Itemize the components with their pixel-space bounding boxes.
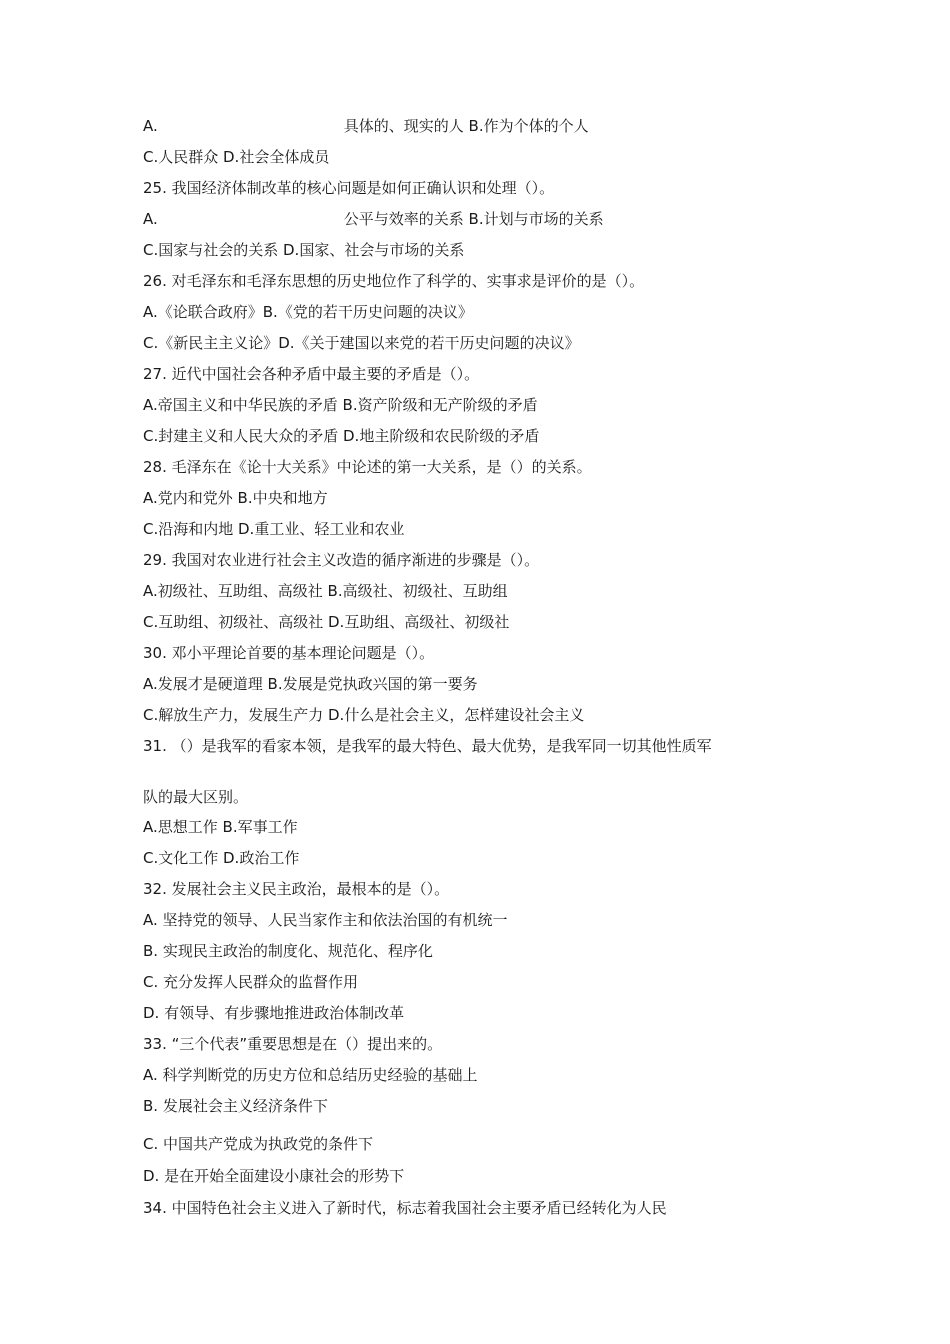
- option-line: A. 坚持党的领导、人民当家作主和依法治国的有机统一: [143, 911, 508, 929]
- question-line: 28. 毛泽东在《论十大关系》中论述的第一大关系，是（）的关系。: [143, 458, 592, 476]
- option-line: C.互助组、初级社、高级社 D.互助组、高级社、初级社: [143, 613, 510, 631]
- question-line: 32. 发展社会主义民主政治，最根本的是（）。: [143, 880, 450, 898]
- option-line: C.沿海和内地 D.重工业、轻工业和农业: [143, 520, 405, 538]
- option-text: 公平与效率的关系 B.计划与市场的关系: [343, 210, 604, 228]
- option-line: A.《论联合政府》B.《党的若干历史问题的决议》: [143, 303, 473, 321]
- option-line: C.解放生产力，发展生产力 D.什么是社会主义，怎样建设社会主义: [143, 706, 585, 724]
- option-line: C. 充分发挥人民群众的监督作用: [143, 973, 359, 991]
- option-line: A. 科学判断党的历史方位和总结历史经验的基础上: [143, 1066, 478, 1084]
- option-line: D. 是在开始全面建设小康社会的形势下: [143, 1167, 405, 1185]
- option-line: B. 发展社会主义经济条件下: [143, 1097, 328, 1115]
- option-line: C.文化工作 D.政治工作: [143, 849, 300, 867]
- option-line: A.帝国主义和中华民族的矛盾 B.资产阶级和无产阶级的矛盾: [143, 396, 538, 414]
- question-line: 31. （）是我军的看家本领，是我军的最大特色、最大优势，是我军同一切其他性质军: [143, 737, 712, 755]
- option-line: A.初级社、互助组、高级社 B.高级社、初级社、互助组: [143, 582, 508, 600]
- option-line: [143, 116, 763, 136]
- option-line: B. 实现民主政治的制度化、规范化、程序化: [143, 942, 433, 960]
- option-line: C.人民群众 D.社会全体成员: [143, 148, 330, 166]
- option-line: C. 中国共产党成为执政党的条件下: [143, 1135, 374, 1153]
- question-line: 29. 我国对农业进行社会主义改造的循序渐进的步骤是（）。: [143, 551, 540, 569]
- option-letter: A.: [143, 210, 158, 228]
- option-line: A.思想工作 B.军事工作: [143, 818, 298, 836]
- option-text: 具体的、现实的人 B.作为个体的个人: [343, 117, 589, 135]
- option-line: C.封建主义和人民大众的矛盾 D.地主阶级和农民阶级的矛盾: [143, 427, 540, 445]
- option-line: [143, 209, 763, 229]
- option-line: A.党内和党外 B.中央和地方: [143, 489, 328, 507]
- question-line-continued: 队的最大区别。: [143, 788, 249, 806]
- question-line: 27. 近代中国社会各种矛盾中最主要的矛盾是（）。: [143, 365, 480, 383]
- option-letter: A.: [143, 117, 158, 135]
- option-line: D. 有领导、有步骤地推进政治体制改革: [143, 1004, 405, 1022]
- question-line: 33. “三个代表”重要思想是在（）提出来的。: [143, 1035, 443, 1053]
- question-line: 26. 对毛泽东和毛泽东思想的历史地位作了科学的、实事求是评价的是（）。: [143, 272, 645, 290]
- question-line: 25. 我国经济体制改革的核心问题是如何正确认识和处理（）。: [143, 179, 555, 197]
- option-line: A.发展才是硬道理 B.发展是党执政兴国的第一要务: [143, 675, 478, 693]
- question-line: 30. 邓小平理论首要的基本理论问题是（）。: [143, 644, 435, 662]
- option-line: C.《新民主主义论》D.《关于建国以来党的若干历史问题的决议》: [143, 334, 580, 352]
- option-line: C.国家与社会的关系 D.国家、社会与市场的关系: [143, 241, 465, 259]
- question-line: 34. 中国特色社会主义进入了新时代，标志着我国社会主要矛盾已经转化为人民: [143, 1199, 667, 1217]
